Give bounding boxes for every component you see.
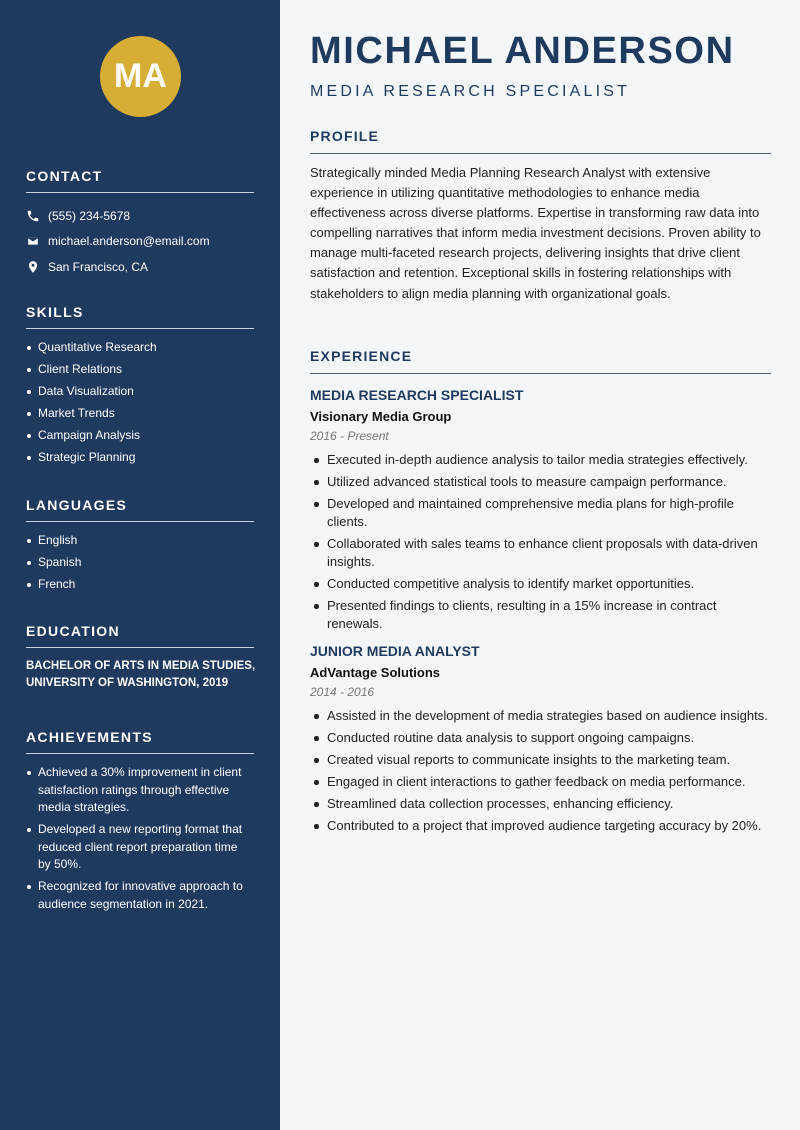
job-bullet: Streamlined data collection processes, enhancing efficiency. — [310, 795, 771, 813]
language-item: English — [26, 532, 254, 550]
candidate-title: MEDIA RESEARCH SPECIALIST — [310, 83, 631, 100]
avatar: MA — [100, 36, 181, 117]
education-heading: EDUCATION — [26, 623, 254, 648]
contact-location — [26, 254, 254, 280]
profile-section — [310, 128, 771, 304]
contact-phone — [26, 203, 254, 229]
education-section — [26, 623, 256, 692]
location-pin-icon — [26, 260, 40, 274]
languages-section — [26, 497, 254, 598]
job-bullet: Conducted competitive analysis to identify market opportunities. — [310, 575, 771, 593]
skill-item: Client Relations — [26, 361, 254, 379]
job-bullet: Created visual reports to communicate insights to the marketing team. — [310, 751, 771, 769]
education-degree: BACHELOR OF ARTS IN MEDIA STUDIES, UNIVERSITY OF WASHINGTON, 2019 — [26, 660, 256, 689]
achievement-item: Recognized for innovative approach to audience segmentation in 2021. — [26, 878, 246, 913]
contact-section — [26, 168, 254, 280]
email-icon — [26, 234, 40, 248]
location-text: San Francisco, CA — [48, 259, 149, 274]
job-entry — [310, 643, 771, 835]
skills-heading: SKILLS — [26, 304, 254, 329]
profile-text: Strategically minded Media Planning Research Analyst with extensive experience in utilizing quantitative methodologies to enhance media effectiveness across diverse platforms. Expertise in transforming raw data into compelling narratives that inform media investment decisions. Proven ability to manage multi-faceted research projects, delivering insights that drive client satisfaction and retention. Exceptional skills in fostering relationships with stakeholders to align media planning with organizational goals. — [310, 165, 761, 301]
phone-icon — [26, 209, 40, 223]
experience-heading: EXPERIENCE — [310, 348, 771, 374]
languages-heading: LANGUAGES — [26, 497, 254, 522]
skill-item: Market Trends — [26, 405, 254, 423]
job-bullet: Engaged in client interactions to gather feedback on media performance. — [310, 773, 771, 791]
job-bullet: Developed and maintained comprehensive media plans for high-profile clients. — [310, 495, 771, 531]
job-bullet: Contributed to a project that improved audience targeting accuracy by 20%. — [310, 817, 771, 835]
achievement-item: Developed a new reporting format that reduced client report preparation time by 50%. — [26, 821, 246, 874]
skills-section — [26, 304, 254, 471]
contact-heading: CONTACT — [26, 168, 254, 193]
job-bullet: Assisted in the development of media strategies based on audience insights. — [310, 707, 771, 725]
job-title: MEDIA RESEARCH SPECIALIST — [310, 387, 524, 403]
language-item: French — [26, 576, 254, 594]
achievement-item: Achieved a 30% improvement in client satisfaction ratings through effective media strategies. — [26, 764, 246, 817]
phone-text: (555) 234-5678 — [48, 208, 131, 223]
job-dates: 2016 - Present — [310, 429, 389, 443]
skill-item: Strategic Planning — [26, 449, 254, 467]
candidate-name: MICHAEL ANDERSON — [310, 30, 735, 72]
skill-item: Quantitative Research — [26, 339, 254, 357]
contact-email — [26, 229, 254, 255]
email-link[interactable]: michael.anderson@email.com — [48, 234, 210, 249]
skill-item: Campaign Analysis — [26, 427, 254, 445]
experience-section — [310, 348, 771, 839]
job-bullet: Presented findings to clients, resulting in a 15% increase in contract renewals. — [310, 597, 771, 633]
job-dates: 2014 - 2016 — [310, 685, 375, 699]
profile-heading: PROFILE — [310, 128, 771, 154]
job-company: Visionary Media Group — [310, 409, 452, 424]
job-bullet: Conducted routine data analysis to support ongoing campaigns. — [310, 729, 771, 747]
language-item: Spanish — [26, 554, 254, 572]
achievements-section — [26, 729, 256, 918]
skill-item: Data Visualization — [26, 383, 254, 401]
job-company: AdVantage Solutions — [310, 665, 441, 680]
job-title: JUNIOR MEDIA ANALYST — [310, 643, 480, 659]
sidebar — [0, 0, 280, 1130]
job-bullet: Executed in-depth audience analysis to tailor media strategies effectively. — [310, 451, 771, 469]
job-bullet: Utilized advanced statistical tools to measure campaign performance. — [310, 473, 771, 491]
job-entry — [310, 387, 771, 633]
achievements-heading: ACHIEVEMENTS — [26, 729, 254, 754]
job-bullet: Collaborated with sales teams to enhance client proposals with data-driven insights. — [310, 535, 771, 571]
